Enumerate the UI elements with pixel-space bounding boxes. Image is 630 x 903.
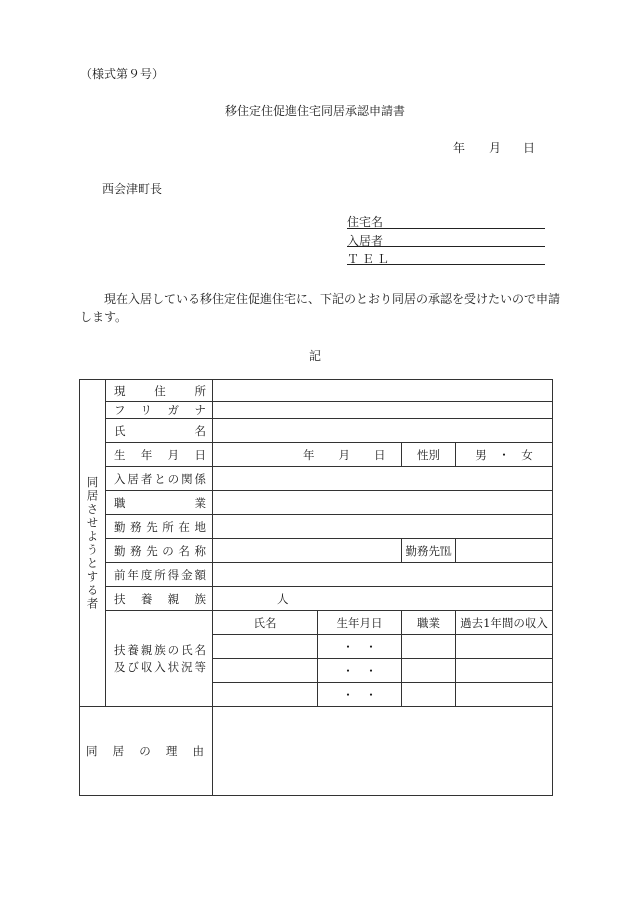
col-name-header: 氏名 [213, 611, 318, 635]
current-address-label: 現住所 [106, 380, 213, 402]
birth-day: 日 [374, 447, 386, 462]
housing-name-line[interactable] [347, 228, 545, 229]
dep1-income[interactable] [456, 635, 553, 659]
request-text-line1: 現在入居している移住定住促進住宅に、下記のとおり同居の承認を受けたいので申請 [104, 292, 561, 306]
application-table [79, 379, 553, 796]
relation-label: 入居者との関係 [106, 467, 213, 491]
birth-month: 月 [338, 447, 350, 462]
col-occupation-header: 職業 [402, 611, 456, 635]
workplace-address-label: 勤務先所在地 [106, 515, 213, 539]
reason-label: 同居の理由 [80, 707, 213, 796]
name-label: 氏名 [106, 419, 213, 443]
occupation-label: 職業 [106, 491, 213, 515]
dependents-status-line2: 及び収入状況等 [114, 659, 206, 674]
dependents-unit: 人 [277, 591, 289, 606]
section-label: 同居させようとする者 [80, 380, 106, 707]
dep2-name[interactable] [213, 659, 318, 683]
dep1-occupation[interactable] [402, 635, 456, 659]
dep3-birth[interactable]: ・ ・ [318, 683, 402, 707]
name-value[interactable] [213, 419, 553, 443]
housing-name-label: 住宅名 [347, 215, 384, 229]
dep3-income[interactable] [456, 683, 553, 707]
dependents-status-line1: 扶養親族の氏名 [114, 642, 206, 657]
furigana-label: フリガナ [106, 402, 213, 419]
workplace-name-label: 勤務先の名称 [106, 539, 213, 563]
dep2-income[interactable] [456, 659, 553, 683]
birth-date-value[interactable] [213, 443, 402, 467]
dep1-birth[interactable]: ・ ・ [318, 635, 402, 659]
col-income-header: 過去1年間の収入 [456, 611, 553, 635]
reason-value[interactable] [213, 707, 553, 796]
prev-income-label: 前年度所得金額 [106, 563, 213, 587]
date-day: 日 [523, 141, 536, 155]
workplace-tel-label: 勤務先℡ [402, 539, 456, 563]
addressee: 西会津町長 [102, 182, 163, 196]
date-year: 年 [453, 141, 466, 155]
document-title: 移住定住促進住宅同居承認申請書 [224, 104, 405, 118]
dependents-label: 扶養親族 [106, 587, 213, 611]
sex-options[interactable]: 男 ・ 女 [456, 443, 553, 467]
workplace-address-value[interactable] [213, 515, 553, 539]
workplace-name-value[interactable] [213, 539, 402, 563]
dep1-name[interactable] [213, 635, 318, 659]
dep2-occupation[interactable] [402, 659, 456, 683]
resident-line[interactable] [347, 246, 545, 247]
dep3-name[interactable] [213, 683, 318, 707]
dependents-status-label [106, 611, 213, 707]
resident-label: 入居者 [347, 234, 384, 248]
furigana-value[interactable] [213, 402, 553, 419]
prev-income-value[interactable] [213, 563, 553, 587]
tel-line[interactable] [347, 264, 545, 265]
tel-label: ＴＥＬ [347, 252, 393, 266]
occupation-value[interactable] [213, 491, 553, 515]
dep2-birth[interactable]: ・ ・ [318, 659, 402, 683]
request-text-line2: します。 [80, 310, 128, 324]
form-number: （様式第９号） [80, 67, 165, 81]
sex-label: 性別 [402, 443, 456, 467]
birth-date-label: 生年月日 [106, 443, 213, 467]
col-birth-header: 生年月日 [318, 611, 402, 635]
birth-year: 年 [303, 447, 315, 462]
current-address-value[interactable] [213, 380, 553, 402]
date-month: 月 [489, 141, 502, 155]
ki-label: 記 [308, 349, 321, 363]
dep3-occupation[interactable] [402, 683, 456, 707]
relation-value[interactable] [213, 467, 553, 491]
dependents-value[interactable] [213, 587, 553, 611]
workplace-tel-value[interactable] [456, 539, 553, 563]
